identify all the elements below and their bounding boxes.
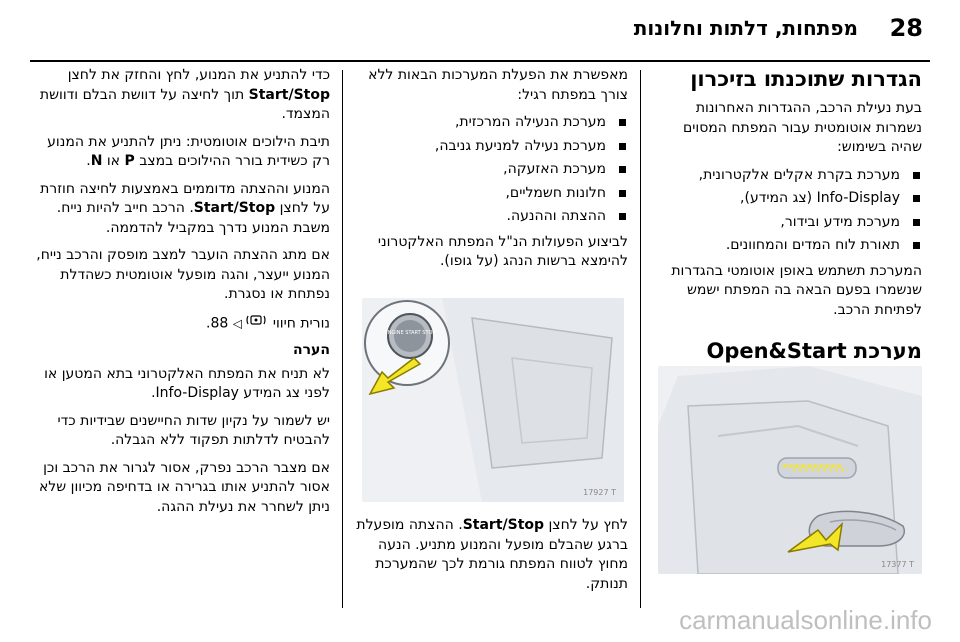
button-label: ENGINE START STOP xyxy=(384,330,436,336)
list-item: מערכת מידע ובידור, xyxy=(652,213,922,233)
note-text: יש לשמור על נקיון שדות החיישנים שבידיות כדי להבטיח לדלתות תפקוד ללא הגבלה. xyxy=(57,412,330,449)
start-stop-illustration xyxy=(362,298,624,502)
open-start-bullet-list xyxy=(356,113,628,227)
paragraph-text: או xyxy=(102,153,125,169)
note-heading: הערה xyxy=(293,342,330,359)
section-heading-memory: הגדרות שתוכנתו בזיכרון xyxy=(690,67,922,91)
figure-code: 17377 T xyxy=(881,560,914,569)
page-reference[interactable]: 88 xyxy=(210,314,229,331)
indicator-light-icon xyxy=(246,313,268,334)
list-item: מערכת הנעילה המרכזית, xyxy=(356,113,628,133)
paragraph-text: . xyxy=(86,153,91,169)
caption-text: . ההצתה מופעלת ברגע שהבלם מופעל והמנוע מתניע. הנעה מחוץ לטווח המפתח גורמת לכך שהמערכת תנותק. xyxy=(356,517,628,592)
paragraph-text: נורית חיווי xyxy=(268,314,330,331)
list-item: Info-Display (צג המידע), xyxy=(652,189,922,209)
paragraph-text: כדי להתניע את המנוע, לחץ והחזק את לחצן xyxy=(67,67,330,83)
list-item: מערכת בקרת אקלים אלקטרונית, xyxy=(652,166,922,186)
watermark: carmanualsonline.info xyxy=(679,605,932,635)
door-handle-illustration xyxy=(658,366,922,574)
start-stop-label: Start/Stop xyxy=(462,517,545,533)
right-column xyxy=(652,66,922,381)
middle-caption xyxy=(356,516,628,602)
start-stop-label: Start/Stop xyxy=(248,86,330,103)
note-text: לא תניח את המפתח האלקטרוני בתא המטען או לפני צג המידע Info-Display. xyxy=(44,365,330,402)
list-item: תאורת לוח המדים והמחוונים. xyxy=(652,236,922,256)
list-item: מערכת נעילה למניעת גניבה, xyxy=(356,137,628,157)
header-divider xyxy=(30,60,930,62)
left-column xyxy=(34,66,330,525)
open-start-intro: מאפשרת את הפעלת המערכות הבאות ללא צורך במפתח רגיל: xyxy=(368,67,628,103)
paragraph-text: תוך לחיצה על דוושת הבלם ודוושת המצמד. xyxy=(39,86,330,122)
column-divider-left xyxy=(342,70,343,608)
gear-n-label: N xyxy=(90,153,103,169)
paragraph-text: תיבת הילוכים אוטומטית: ניתן להתניע את המנוע רק כשידית בורר ההילוכים במצב xyxy=(47,133,330,169)
figure-start-stop-button xyxy=(362,298,624,502)
list-item: מערכת האזעקה, xyxy=(356,160,628,180)
paragraph-text: אם מתג ההצתה הועבר למצב מופסק והרכב נייח, המנוע ייעצר, והגה מופעל אוטומטית כשהדלת נפתחת או נסגרת. xyxy=(36,247,330,302)
figure-door-handle xyxy=(658,366,922,574)
middle-column xyxy=(356,66,628,280)
page-ref-icon[interactable]: ◁ xyxy=(232,315,242,330)
memory-outro: המערכת תשתמש באופן אוטומטי בהגדרות שנשמרו בפעם הבאה בה המפתח ישמש לפתיחת הרכב. xyxy=(671,262,922,318)
list-item: חלונות חשמליים, xyxy=(356,184,628,204)
memory-intro: בעת נעילת הרכב, ההגדרות האחרונות נשמרות אוטומטית עבור המפתח המסוים שהיה בשימוש: xyxy=(682,100,922,155)
figure-code: 17927 T xyxy=(583,488,616,497)
list-item: ההצתה וההנעה. xyxy=(356,207,628,227)
note-text: אם מצבר הרכב נפרק, אסור לגרור את הרכב וכן אסור להתניע אותו בגרירה או בדחיפה מכיוון שלא ניתן לשחרר את נעילת ההגה. xyxy=(38,459,330,515)
paragraph-text: . xyxy=(205,314,211,331)
open-start-body: לביצוע הפעולות הנ"ל המפתח האלקטרוני להימצא ברשות הנהג (על גופו). xyxy=(377,233,628,269)
section-heading-open-start: מערכת Open&Start xyxy=(706,339,922,363)
page-title: מפתחות, דלתות וחלונות xyxy=(633,16,858,40)
caption-text: לחץ על לחצן xyxy=(544,517,628,533)
page-number: 28 xyxy=(889,14,923,42)
column-divider-right xyxy=(640,70,641,608)
gear-p-label: P xyxy=(124,153,135,169)
paragraph-text: המנוע וההצתה מדוממים באמצעות לחיצה חוזרת על לחצן xyxy=(40,180,330,216)
memory-bullet-list xyxy=(652,166,922,256)
paragraph-text: . הרכב חייב להיות נייח. משבת המנוע נדרך במקביל להדממה. xyxy=(56,200,330,236)
start-stop-label: Start/Stop xyxy=(193,200,276,216)
